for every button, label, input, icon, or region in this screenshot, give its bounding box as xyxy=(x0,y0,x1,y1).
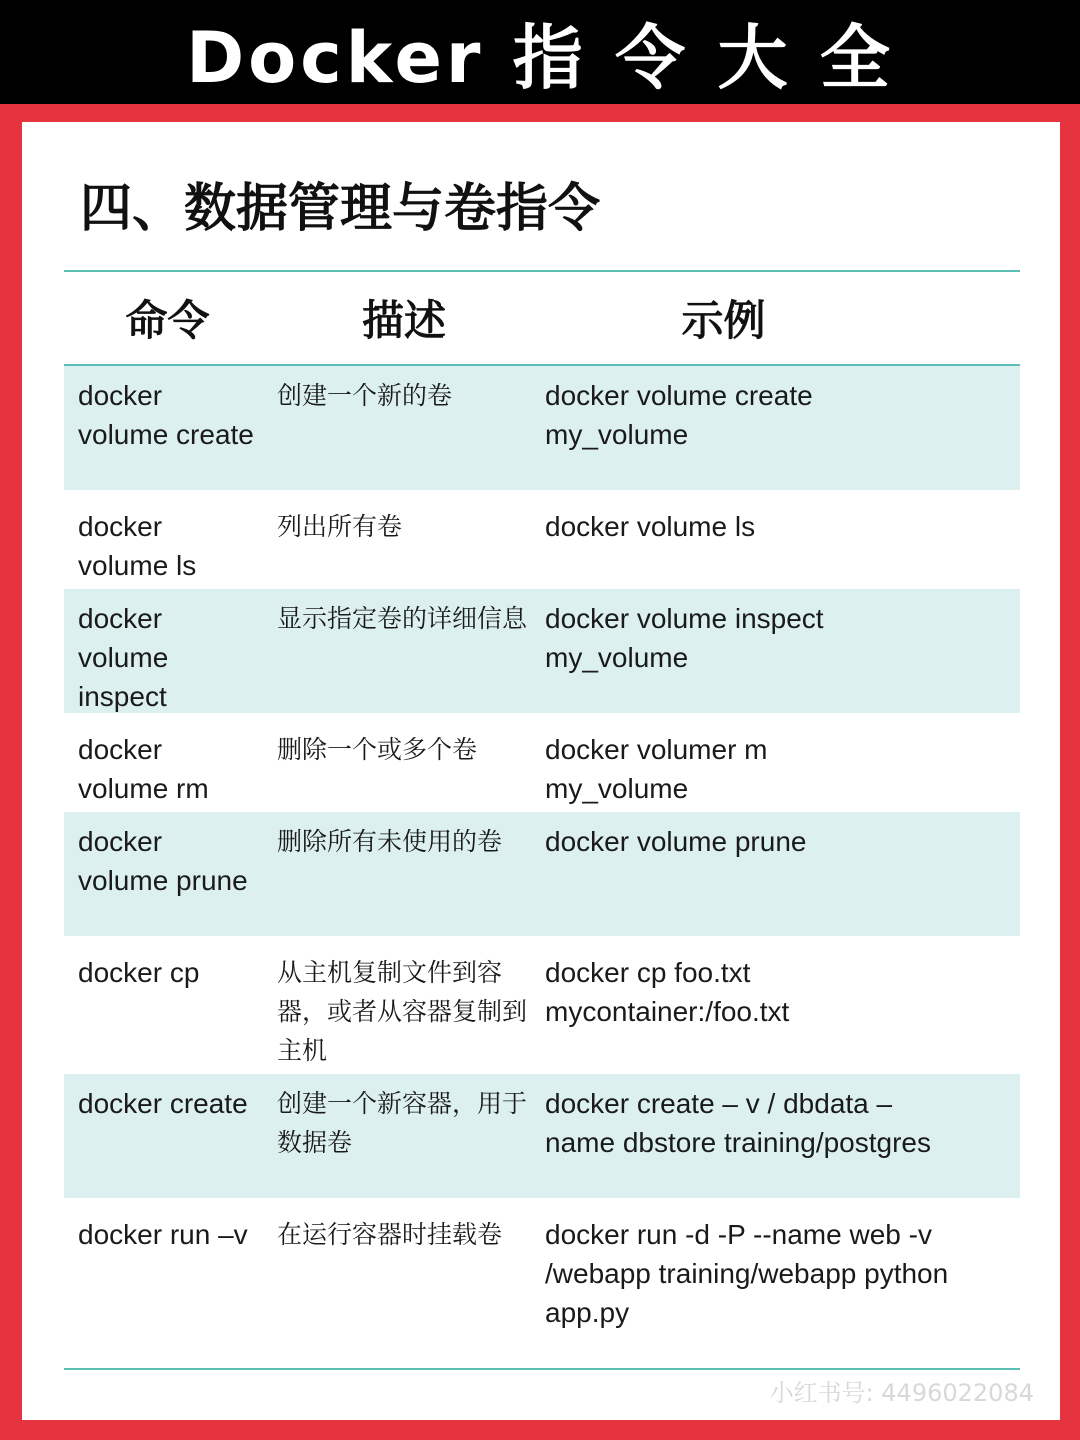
cell-example: docker volume ls xyxy=(545,511,756,542)
command-table xyxy=(64,270,1020,1370)
table-row xyxy=(64,943,1020,1067)
cell-command: docker cp xyxy=(78,957,200,988)
cell-description: 删除一个或多个卷 xyxy=(277,735,478,764)
banner-title: Docker 指 令 大 全 xyxy=(186,16,894,99)
cell-command: docker volume create xyxy=(78,380,254,450)
watermark: 小红书号: 4496022084 xyxy=(769,1379,1034,1407)
table-row xyxy=(64,1074,1020,1198)
cell-command: docker create xyxy=(78,1088,248,1119)
cell-description: 创建一个新容器，用于数据卷 xyxy=(277,1089,528,1157)
table-row xyxy=(64,720,1020,805)
section-title: 四、数据管理与卷指令 xyxy=(80,179,601,239)
table-row xyxy=(64,1205,1020,1368)
cell-command: docker run –v xyxy=(78,1219,248,1250)
cell-example: docker cp foo.txt mycontainer:/foo.txt xyxy=(545,957,790,1027)
cell-command: docker volume inspect xyxy=(78,603,169,712)
cell-example: docker volumer m my_volume xyxy=(545,734,768,804)
cell-description: 显示指定卷的详细信息 xyxy=(277,604,528,633)
cell-description: 删除所有未使用的卷 xyxy=(277,827,503,856)
header-example: 示例 xyxy=(681,296,766,345)
table-row xyxy=(64,589,1020,713)
cell-command: docker volume ls xyxy=(78,511,197,581)
cell-description: 在运行容器时挂载卷 xyxy=(277,1220,503,1249)
cell-example: docker create – v / dbdata –name dbstore training/postgres xyxy=(545,1088,931,1158)
cell-example: docker volume create my_volume xyxy=(545,380,813,450)
table-row xyxy=(64,812,1020,936)
cell-example: docker volume prune xyxy=(545,826,807,857)
banner xyxy=(0,0,1080,104)
header-command: 命令 xyxy=(125,296,210,345)
cell-description: 创建一个新的卷 xyxy=(277,381,453,410)
table-bottom-rule xyxy=(64,1368,1020,1370)
header-description: 描述 xyxy=(361,296,446,345)
cell-description: 列出所有卷 xyxy=(277,512,403,541)
table-header xyxy=(64,272,1020,364)
table-row xyxy=(64,497,1020,582)
cell-example: docker volume inspect my_volume xyxy=(545,603,824,673)
content-card xyxy=(22,122,1060,1420)
cell-description: 从主机复制文件到容器，或者从容器复制到主机 xyxy=(277,958,528,1065)
cell-command: docker volume prune xyxy=(78,826,248,896)
table-row xyxy=(64,366,1020,490)
cell-example: docker run -d -P --name web -v /webapp training/webapp python app.py xyxy=(545,1219,949,1328)
cell-command: docker volume rm xyxy=(78,734,209,804)
